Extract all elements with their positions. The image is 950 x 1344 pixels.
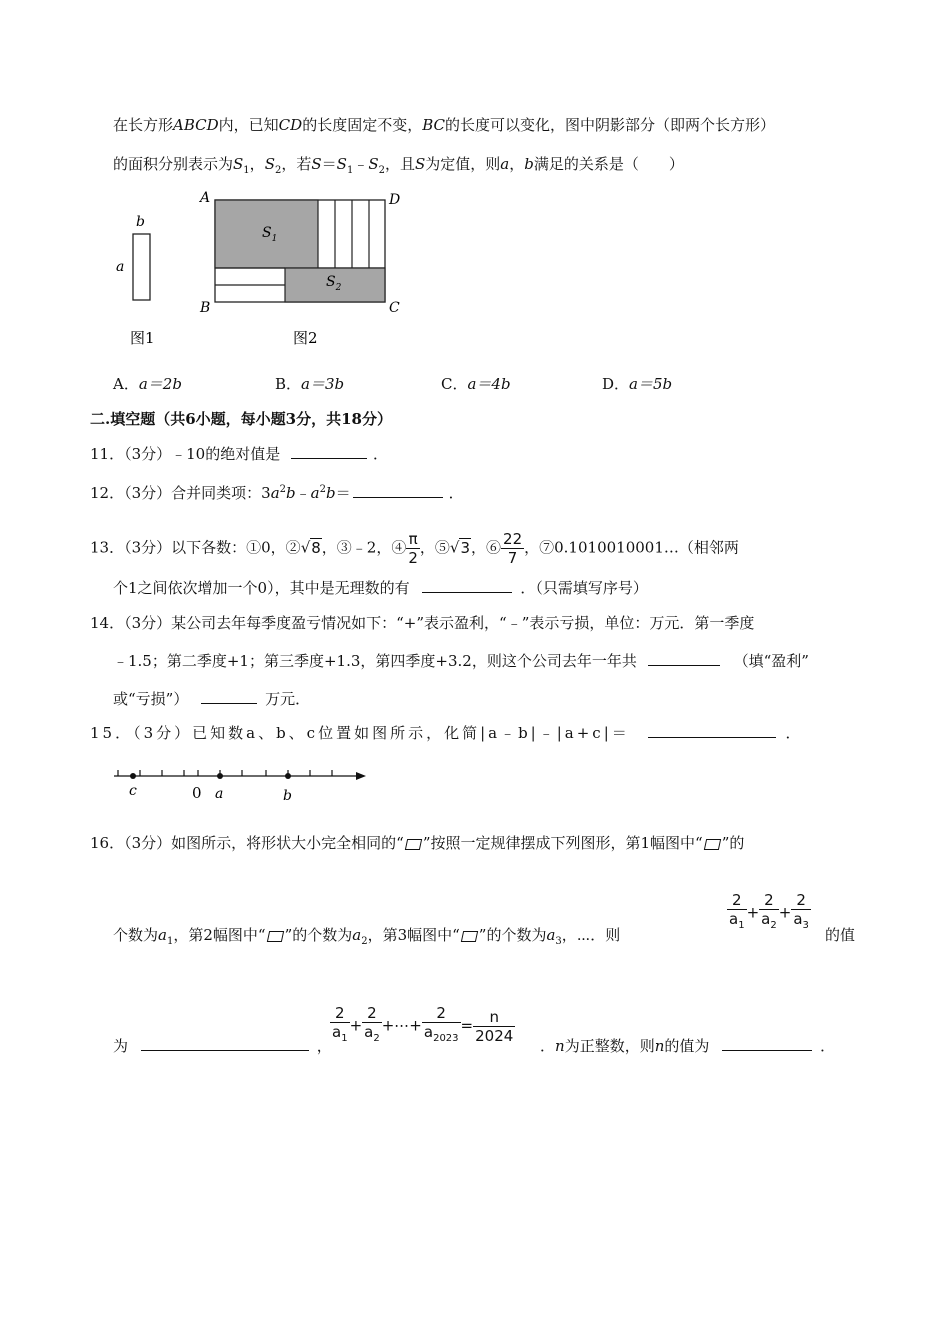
q13-line2: 个1之间依次增加一个0），其中是无理数的有 ．（只需填写序号）: [113, 579, 648, 597]
q12: 12．（3分）合并同类项：$3a^2b﹣a^2b=$ ．: [90, 484, 464, 502]
label-s1: $S_1$: [262, 225, 278, 244]
section-header: 二.填空题（共6小题，每小题3分，共18分）: [90, 410, 392, 428]
fig1-label-a: a: [116, 259, 125, 275]
q15-answer-blank[interactable]: [648, 723, 776, 738]
frac-pi-over-2: $\frac{\pi}{2}$: [408, 530, 418, 567]
q14-line3: 或“亏损”） 万元．: [113, 690, 311, 708]
q16-answer-blank-2[interactable]: [722, 1036, 812, 1051]
q16-line3-tail: ．n为正整数，则n的值为 ．: [540, 1037, 836, 1055]
label-zero: 0: [192, 784, 202, 802]
figure-2: [198, 190, 400, 347]
square-icon: [461, 931, 478, 942]
vertex-b: B: [200, 300, 211, 316]
fig1-label-b: b: [136, 214, 145, 230]
vertex-d: D: [389, 192, 401, 208]
q10-line2: 的面积分别表示为$S_1$，$S_2$，若$S=S_1﹣S_2$，且S为定值，则a，b满足的关系是（ ）: [113, 155, 684, 176]
q10-option-c[interactable]: C．a＝4b: [441, 375, 511, 393]
q16-line2: 个数为$a_1$，第2幅图中“ ”的个数为$a_2$，第3幅图中“ ”的个数为$a_3$，⋯．则: [113, 926, 621, 947]
q10-option-d[interactable]: D．a＝5b: [602, 375, 673, 393]
point-a: [217, 773, 223, 779]
q15: 15．（3分）已知数a、b、c位置如图所示，化简|a﹣b|﹣|a+c|＝ ．: [90, 724, 804, 742]
point-c: [130, 773, 136, 779]
frac-22-over-7: $\frac{22}{7}$: [503, 530, 523, 567]
q10-option-b[interactable]: B．a＝3b: [275, 375, 345, 393]
q11: 11．（3分）﹣10的绝对值是 ．: [90, 445, 389, 463]
square-icon: [266, 931, 283, 942]
q16-line1: 16．（3分）如图所示，将形状大小完全相同的“ ”按照一定规律摆成下列图形，第1幅图中“ ”的: [90, 834, 745, 852]
fig1-caption: 图1: [130, 329, 155, 347]
q14-line1: 14．（3分）某公司去年每季度盈亏情况如下：“+”表示盈利，“﹣”表示亏损，单位：万元．第一季度: [90, 614, 755, 632]
q15-number-line: [110, 762, 375, 810]
q16-line3: 为 ，: [113, 1037, 332, 1055]
label-b: b: [283, 788, 292, 804]
figure-1: [116, 214, 155, 347]
square-icon: [704, 839, 721, 850]
q14-answer-blank-2[interactable]: [201, 689, 257, 704]
q10-option-a[interactable]: A．a＝2b: [113, 375, 182, 393]
q16-line2-end: 的值: [825, 926, 856, 944]
q13-answer-blank[interactable]: [422, 578, 512, 593]
q11-answer-blank[interactable]: [291, 444, 367, 459]
q13-line1: 13．（3分）以下各数：①0，②√8，③﹣2，④ $\frac{\pi}{2}$ ，⑤√3，⑥ $\frac{22}{7}$ ，⑦0.1010010001…（相邻两: [90, 530, 739, 567]
point-b: [285, 773, 291, 779]
q16-equation: $\frac{2}{a_1}$ + $\frac{2}{a_2}$ +⋯+ $\frac{2}{a_{2023}}$ = $\frac{n}{2024}$: [332, 1004, 514, 1045]
q16-answer-blank-1[interactable]: [141, 1036, 309, 1051]
q12-answer-blank[interactable]: [353, 483, 443, 498]
label-s2: $S_2$: [326, 274, 342, 293]
square-icon: [405, 839, 422, 850]
vertex-a: A: [200, 190, 211, 206]
q14-answer-blank-1[interactable]: [648, 651, 720, 666]
q16-fraction-sum: $\frac{2}{a_1}$ + $\frac{2}{a_2}$ + $\frac{2}{a_3}$: [729, 891, 809, 931]
q10-figures: [110, 188, 410, 350]
vertex-c: C: [389, 300, 400, 316]
q14-line2: ﹣1.5；第二季度+1；第三季度+1.3，第四季度+3.2，则这个公司去年一年共 （填“盈利”: [113, 652, 809, 670]
q10-line1: 在长方形ABCD内，已知CD的长度固定不变，BC的长度可以变化，图中阴影部分（即两个长方形）: [113, 116, 775, 134]
label-c: c: [129, 783, 137, 799]
fig2-caption: 图2: [293, 329, 318, 347]
label-a: a: [215, 786, 224, 802]
